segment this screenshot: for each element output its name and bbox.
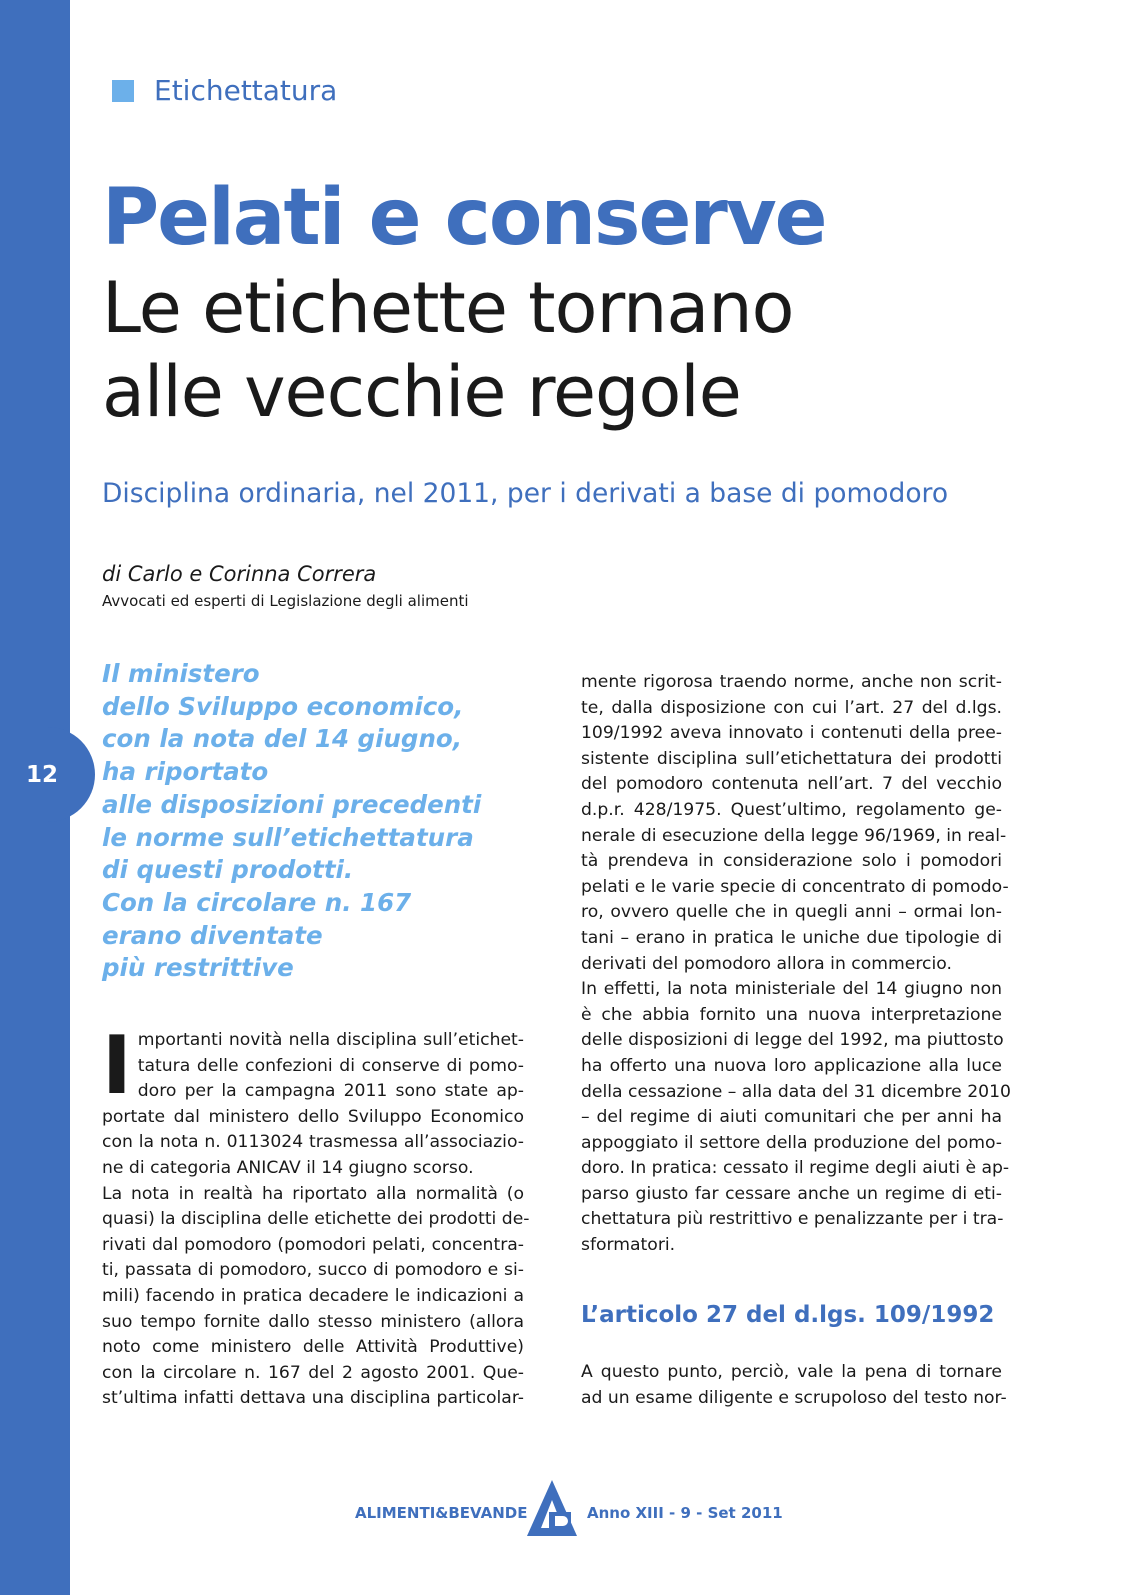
text-line: ne di categoria ANICAV il 14 giugno scorso.	[102, 1157, 474, 1178]
text-line: doro. In pratica: cessato il regime degli aiuti è ap-	[581, 1158, 1010, 1179]
lead-line: con la nota del 14 giugno,	[102, 724, 463, 754]
footer-issue: Anno XIII - 9 - Set 2011	[587, 1504, 783, 1522]
article-subtitle: Disciplina ordinaria, nel 2011, per i derivati a base di pomodoro	[102, 478, 949, 509]
text-line: A questo punto, perciò, vale la pena di tornare	[581, 1362, 1002, 1382]
text-line: mili) facendo in pratica decadere le indicazioni a	[102, 1285, 524, 1306]
text-line: noto come ministero delle Attività Produttive)	[102, 1337, 524, 1358]
text-line: tatura delle confezioni di conserve di pomo-	[137, 1055, 524, 1076]
title-sub-line: Le etichette tornano	[102, 267, 794, 349]
text-line: sistente disciplina sull’etichettatura dei prodotti	[581, 748, 1002, 769]
text-line: ad un esame diligente e scrupoloso del testo nor-	[581, 1387, 1007, 1408]
text-line: d.p.r. 428/1975. Quest’ultimo, regolamento ge-	[581, 799, 1002, 820]
page-number-badge	[0, 727, 95, 822]
footer-brand: ALIMENTI&BEVANDE	[355, 1504, 528, 1522]
text-line: derivati del pomodoro allora in commercio.	[581, 953, 952, 974]
title-sub-line: alle vecchie regole	[102, 351, 741, 433]
lead-line: le norme sull’etichettatura	[102, 822, 474, 852]
byline	[102, 562, 469, 610]
footer	[355, 1478, 785, 1548]
text-line: te, dalla disposizione con cui l’art. 27 del d.lgs.	[581, 697, 1002, 718]
text-line: rivati dal pomodoro (pomodori pelati, concentra-	[102, 1234, 524, 1255]
text-line: tà prendeva in considerazione solo i pomodori	[581, 851, 1002, 872]
text-line: st’ultima infatti dettava una disciplina particolar-	[102, 1388, 524, 1409]
text-line: mente rigorosa traendo norme, anche non scrit-	[581, 672, 1002, 692]
lead-line: alle disposizioni precedenti	[102, 789, 482, 819]
right-column	[581, 670, 1011, 1259]
title-main: Pelati e conserve	[102, 173, 826, 263]
text-line: ti, passata di pomodoro, succo di pomodoro e si-	[102, 1260, 524, 1281]
lead-line: ha riportato	[102, 757, 269, 787]
page-number: 12	[26, 761, 59, 788]
text-line: con la circolare n. 167 del 2 agosto 2001. Que-	[102, 1362, 524, 1383]
text-line: 109/1992 aveva innovato i contenuti della pree-	[581, 723, 1002, 744]
dropcap-block	[102, 1028, 524, 1105]
section-tag	[112, 74, 337, 107]
authors: di Carlo e Corinna Correra	[102, 562, 377, 586]
text-line: parso giusto far cessare anche un regime di eti-	[581, 1183, 1002, 1204]
lead-line: erano diventate	[102, 920, 323, 950]
text-line: delle disposizioni di legge del 1992, ma piuttosto	[581, 1030, 1004, 1051]
lead-line: Con la circolare n. 167	[102, 887, 412, 917]
section-square-icon	[112, 80, 134, 102]
text-line: con la nota n. 0113024 trasmessa all’associazio-	[102, 1132, 524, 1153]
text-line: ha offerto una nuova loro applicazione alla luce	[581, 1055, 1002, 1076]
text-line: sformatori.	[581, 1235, 676, 1256]
publisher-logo-icon	[525, 1478, 579, 1538]
text-line: suo tempo fornite dallo stesso ministero (allora	[102, 1311, 524, 1332]
text-line: del pomodoro contenuta nell’art. 7 del vecchio	[581, 774, 1002, 795]
text-line: tani – erano in pratica le uniche due tipologie di	[581, 927, 1002, 948]
dropcap: I	[102, 1028, 132, 1105]
text-line: In effetti, la nota ministeriale del 14 giugno non	[581, 979, 1002, 1000]
text-line: ro, ovvero quelle che in quegli anni – ormai lon-	[581, 902, 1002, 923]
lead-line: Il ministero	[102, 659, 260, 688]
text-line: della cessazione – alla data del 31 dicembre 2010	[581, 1081, 1011, 1102]
text-line: La nota in realtà ha riportato alla normalità (o	[102, 1183, 524, 1204]
text-line: chettatura più restrittivo e penalizzante per i tra-	[581, 1209, 1004, 1230]
section-subhead: L’articolo 27 del d.lgs. 109/1992	[581, 1302, 995, 1328]
left-column	[102, 1028, 530, 1412]
text-line: doro per la campagna 2011 sono state ap-	[137, 1081, 524, 1102]
affiliation: Avvocati ed esperti di Legislazione degli alimenti	[102, 592, 469, 610]
article-title	[102, 170, 1102, 434]
right-column-continued	[581, 1360, 1007, 1411]
text-line: mportanti novità nella disciplina sull’etichet-	[137, 1030, 524, 1050]
text-line: pelati e le varie specie di concentrato di pomodo-	[581, 876, 1009, 897]
text-line: quasi) la disciplina delle etichette dei prodotti de-	[102, 1209, 530, 1230]
section-label: Etichettatura	[154, 74, 338, 107]
text-line: – del regime di aiuti comunitari che per anni ha	[581, 1107, 1002, 1128]
lead-line: di questi prodotti.	[102, 855, 354, 885]
lead-line: più restrittive	[102, 953, 294, 983]
text-line: è che abbia fornito una nuova interpretazione	[581, 1004, 1002, 1025]
lead-line: dello Sviluppo economico,	[102, 691, 464, 721]
text-line: nerale di esecuzione della legge 96/1969, in real-	[581, 825, 1007, 846]
text-line: portate dal ministero dello Sviluppo Economico	[102, 1106, 524, 1127]
text-line: appoggiato il settore della produzione del pomo-	[581, 1132, 1002, 1153]
lead-paragraph	[102, 658, 532, 985]
